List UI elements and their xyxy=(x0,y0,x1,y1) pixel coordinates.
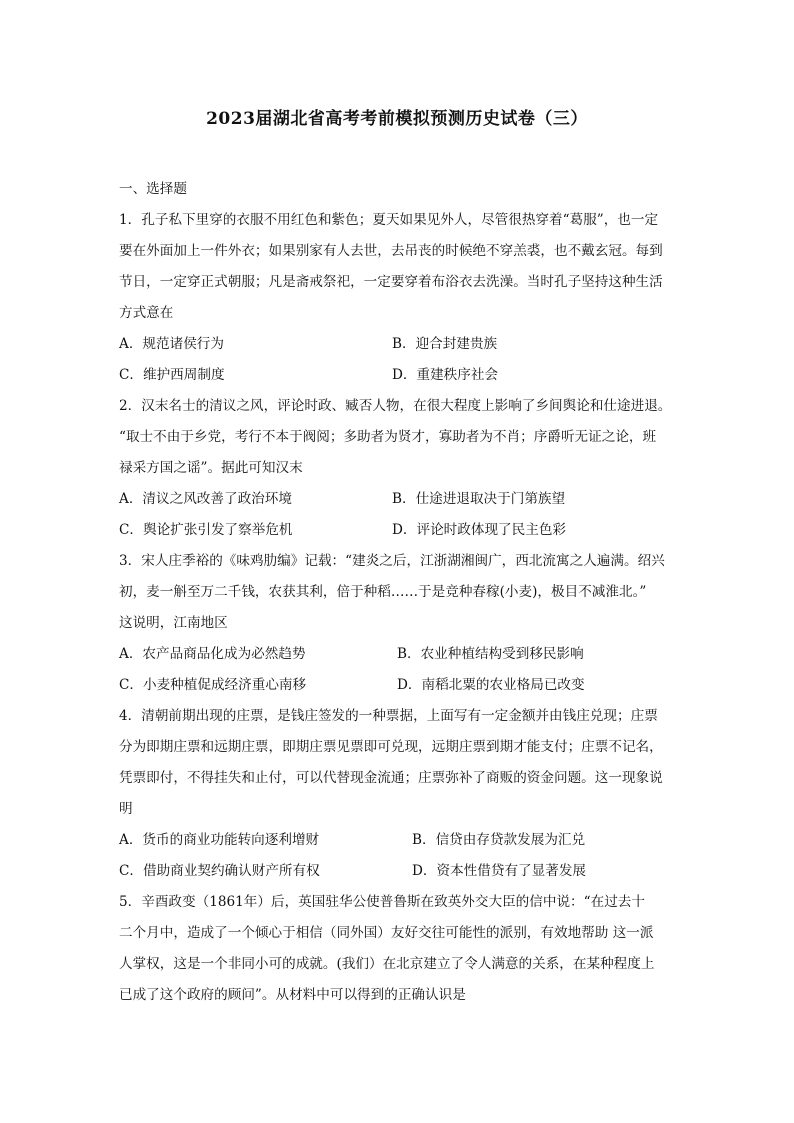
question-3 xyxy=(119,548,679,698)
option-d: D．南稻北粟的农业格局已改变 xyxy=(397,677,585,693)
question-text-line: 方式意在 xyxy=(119,305,174,321)
question-1 xyxy=(119,207,679,388)
option-b: B．迎合封建贵族 xyxy=(392,336,498,352)
option-c: C．维护西周制度 xyxy=(119,367,225,383)
option-row xyxy=(119,641,679,667)
question-text-line: 二个月中，造成了一个倾心于相信（同外国）友好交往可能性的派别，有效地帮助 这一派 xyxy=(119,925,654,941)
option-a: A．清议之风改善了政治环境 xyxy=(119,491,292,507)
question-text-line: 3．宋人庄季裕的《味鸡肋编》记载：“建炎之后，江浙湖湘闽广，西北流寓之人遍满。绍兴 xyxy=(119,553,665,569)
question-4 xyxy=(119,703,679,884)
option-d: D．评论时政体现了民主色彩 xyxy=(392,522,567,538)
option-c: C．小麦种植促成经济重心南移 xyxy=(119,677,307,693)
option-row xyxy=(119,858,679,884)
question-text-line: 4．清朝前期出现的庄票，是钱庄签发的一种票据，上面写有一定金额并由钱庄兑现；庄票 xyxy=(119,708,658,724)
option-d: D．重建秩序社会 xyxy=(392,367,499,383)
question-text-line: 5．辛酉政变（1861年）后，英国驻华公使普鲁斯在致英外交大臣的信中说：“在过去十 xyxy=(119,894,645,910)
option-c: C．舆论扩张引发了察举危机 xyxy=(119,522,293,538)
option-row xyxy=(119,362,679,388)
option-b: B．农业种植结构受到移民影响 xyxy=(397,646,584,662)
question-text-line: 这说明，江南地区 xyxy=(119,615,228,631)
exam-content xyxy=(119,176,679,1013)
option-d: D．资本性借贷有了显著发展 xyxy=(412,863,587,879)
question-text-line: 凭票即付，不得挂失和止付，可以代替现金流通；庄票弥补了商贩的资金问题。这一现象说 xyxy=(119,770,663,786)
question-text-line: 禄采方国之谣”。据此可知汉末 xyxy=(119,460,303,476)
option-row xyxy=(119,331,679,357)
question-5 xyxy=(119,889,679,1008)
question-text-line: 分为即期庄票和远期庄票，即期庄票见票即可兑现，远期庄票到期才能支付；庄票不记名， xyxy=(119,739,663,755)
option-a: A．规范诸侯行为 xyxy=(119,336,224,352)
question-text-line: 已成了这个政府的顾问”。从材料中可以得到的正确认识是 xyxy=(119,987,466,1003)
option-b: B．信贷由存贷款发展为汇兑 xyxy=(412,832,586,848)
question-text-line: 2．汉末名士的清议之风，评论时政、臧否人物，在很大程度上影响了乡间舆论和仕途进退。 xyxy=(119,398,672,414)
option-row xyxy=(119,827,679,853)
question-text-line: 节日，一定穿正式朝服；凡是斋戒祭祀，一定要穿着布浴衣去洗澡。当时孔子坚持这种生活 xyxy=(119,274,663,290)
option-row xyxy=(119,517,679,543)
option-a: A．农产品商品化成为必然趋势 xyxy=(119,646,306,662)
option-b: B．仕途进退取决于门第族望 xyxy=(392,491,566,507)
question-text-line: 要在外面加上一件外衣；如果别家有人去世，去吊丧的时候绝不穿羔裘，也不戴玄冠。每到 xyxy=(119,243,663,259)
question-text-line: 初，麦一斛至万二千钱，农获其利，倍于种稻……于是竞种春稼(小麦)，极目不减淮北。” xyxy=(119,584,647,600)
page-title: 2023届湖北省高考考前模拟预测历史试卷（三） xyxy=(206,109,588,129)
question-text-line: 人掌权，这是一个非同小可的成就。(我们）在北京建立了令人满意的关系，在某种程度上 xyxy=(119,956,655,972)
question-text-line: “取士不由于乡党，考行不本于阀阅；多助者为贤才，寡助者为不肖；序爵听无证之论，班 xyxy=(119,429,657,445)
option-c: C．借助商业契约确认财产所有权 xyxy=(119,863,320,879)
option-a: A．货币的商业功能转向逐利增财 xyxy=(119,832,320,848)
section-heading: 一、选择题 xyxy=(119,181,187,197)
question-text-line: 明 xyxy=(119,801,133,817)
question-text-line: 1．孔子私下里穿的衣服不用红色和紫色；夏天如果见外人，尽管很热穿着“葛服”，也一定 xyxy=(119,212,659,228)
question-2 xyxy=(119,393,679,543)
option-row xyxy=(119,672,679,698)
option-row xyxy=(119,486,679,512)
